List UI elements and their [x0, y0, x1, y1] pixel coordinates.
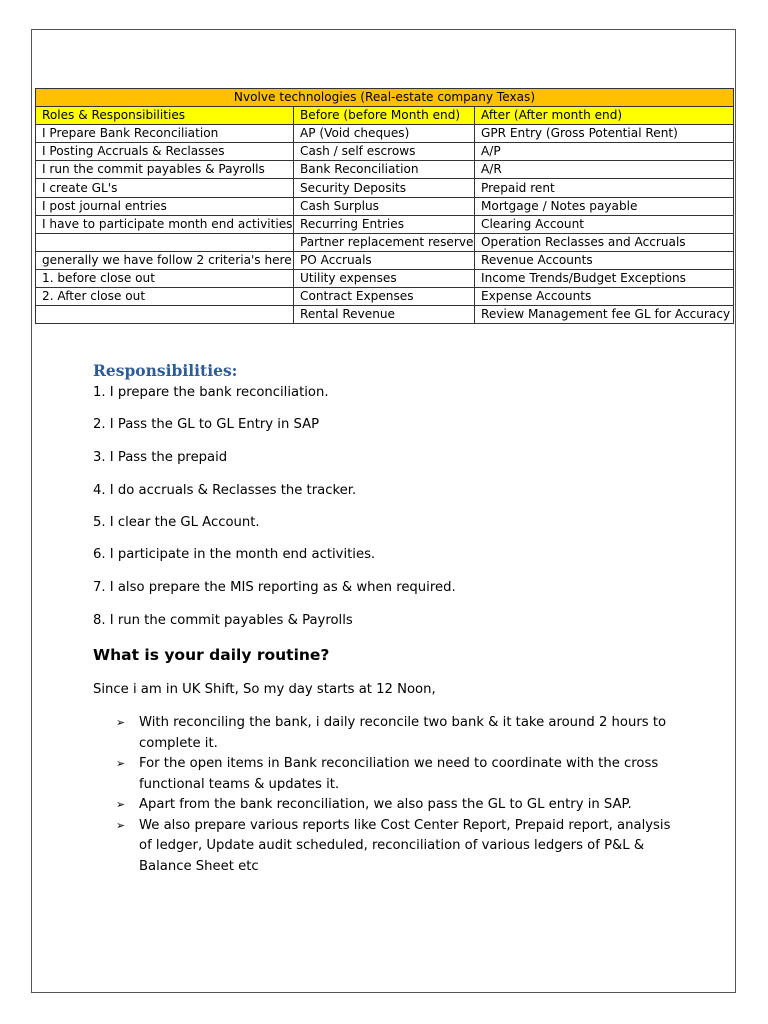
table-cell: I post journal entries [36, 197, 294, 215]
list-item [116, 795, 676, 816]
table-row [36, 233, 734, 251]
table-cell: I Posting Accruals & Reclasses [36, 143, 294, 161]
table-cell [36, 233, 294, 251]
column-header: After (After month end) [475, 107, 734, 125]
responsibility-item: 6. I participate in the month end activities. [93, 547, 376, 562]
table-cell: Cash Surplus [294, 197, 475, 215]
table-cell: Expense Accounts [475, 288, 734, 306]
responsibility-item: 2. I Pass the GL to GL Entry in SAP [93, 417, 320, 432]
table-row [36, 125, 734, 143]
roles-table [35, 88, 734, 324]
table-row [36, 179, 734, 197]
table-row [36, 288, 734, 306]
table-header-row [36, 107, 734, 125]
table-cell: I run the commit payables & Payrolls [36, 161, 294, 179]
table-cell: Security Deposits [294, 179, 475, 197]
table-row [36, 197, 734, 215]
table-cell: I Prepare Bank Reconciliation [36, 125, 294, 143]
table-cell: PO Accruals [294, 251, 475, 269]
table-row [36, 306, 734, 324]
arrow-bullet-icon: ➢ [116, 798, 126, 811]
table-cell: Recurring Entries [294, 215, 475, 233]
list-item-text: Apart from the bank reconciliation, we also pass the GL to GL entry in SAP. [139, 797, 632, 812]
table-cell: Contract Expenses [294, 288, 475, 306]
table-cell: Revenue Accounts [475, 251, 734, 269]
table-row [36, 251, 734, 269]
table-cell: Bank Reconciliation [294, 161, 475, 179]
table-cell [36, 306, 294, 324]
table-cell: 1. before close out [36, 269, 294, 287]
list-item-text: For the open items in Bank reconciliation we need to coordinate with the cross functional teams & updates it. [139, 756, 659, 792]
table-row [36, 215, 734, 233]
table-cell: Review Management fee GL for Accuracy [475, 306, 734, 324]
responsibility-item: 1. I prepare the bank reconciliation. [93, 385, 329, 400]
table-cell: A/R [475, 161, 734, 179]
table-cell: I have to participate month end activities [36, 215, 294, 233]
table-cell: GPR Entry (Gross Potential Rent) [475, 125, 734, 143]
table-cell: Operation Reclasses and Accruals [475, 233, 734, 251]
table-cell: A/P [475, 143, 734, 161]
list-item [116, 754, 676, 795]
daily-routine-heading: What is your daily routine? [93, 646, 330, 664]
responsibility-item: 7. I also prepare the MIS reporting as & when required. [93, 580, 456, 595]
table-title-row [36, 89, 734, 107]
arrow-bullet-icon: ➢ [116, 818, 126, 832]
table-cell: Income Trends/Budget Exceptions [475, 269, 734, 287]
list-item-text: With reconciling the bank, i daily reconcile two bank & it take around 2 hours to complete it. [139, 715, 667, 751]
list-item-text: We also prepare various reports like Cost Center Report, Prepaid report, analysis of ledger, Update audit scheduled, reconciliation of various ledgers of P&L & Balance Sheet etc [139, 817, 671, 874]
routine-bullet-list [116, 713, 676, 877]
table-cell: generally we have follow 2 criteria's here [36, 251, 294, 269]
arrow-bullet-icon: ➢ [116, 757, 126, 770]
table-cell: Prepaid rent [475, 179, 734, 197]
table-row [36, 269, 734, 287]
table-cell: Partner replacement reserve [294, 233, 475, 251]
routine-intro: Since i am in UK Shift, So my day starts at 12 Noon, [93, 682, 436, 697]
responsibilities-heading: Responsibilities: [93, 361, 238, 380]
list-item [116, 713, 676, 754]
table-cell: Clearing Account [475, 215, 734, 233]
list-item [116, 816, 676, 878]
table-row [36, 143, 734, 161]
responsibility-item: 5. I clear the GL Account. [93, 515, 260, 530]
responsibility-item: 8. I run the commit payables & Payrolls [93, 613, 353, 628]
table-cell: AP (Void cheques) [294, 125, 475, 143]
arrow-bullet-icon: ➢ [116, 716, 126, 729]
column-header: Roles & Responsibilities [36, 107, 294, 125]
table-cell: 2. After close out [36, 288, 294, 306]
table-cell: I create GL's [36, 179, 294, 197]
table-cell: Mortgage / Notes payable [475, 197, 734, 215]
table-cell: Utility expenses [294, 269, 475, 287]
responsibility-item: 4. I do accruals & Reclasses the tracker. [93, 483, 357, 498]
table-cell: Cash / self escrows [294, 143, 475, 161]
column-header: Before (before Month end) [294, 107, 475, 125]
table-title: Nvolve technologies (Real-estate company Texas) [36, 89, 734, 107]
responsibility-item: 3. I Pass the prepaid [93, 450, 228, 465]
table-cell: Rental Revenue [294, 306, 475, 324]
table-row [36, 161, 734, 179]
